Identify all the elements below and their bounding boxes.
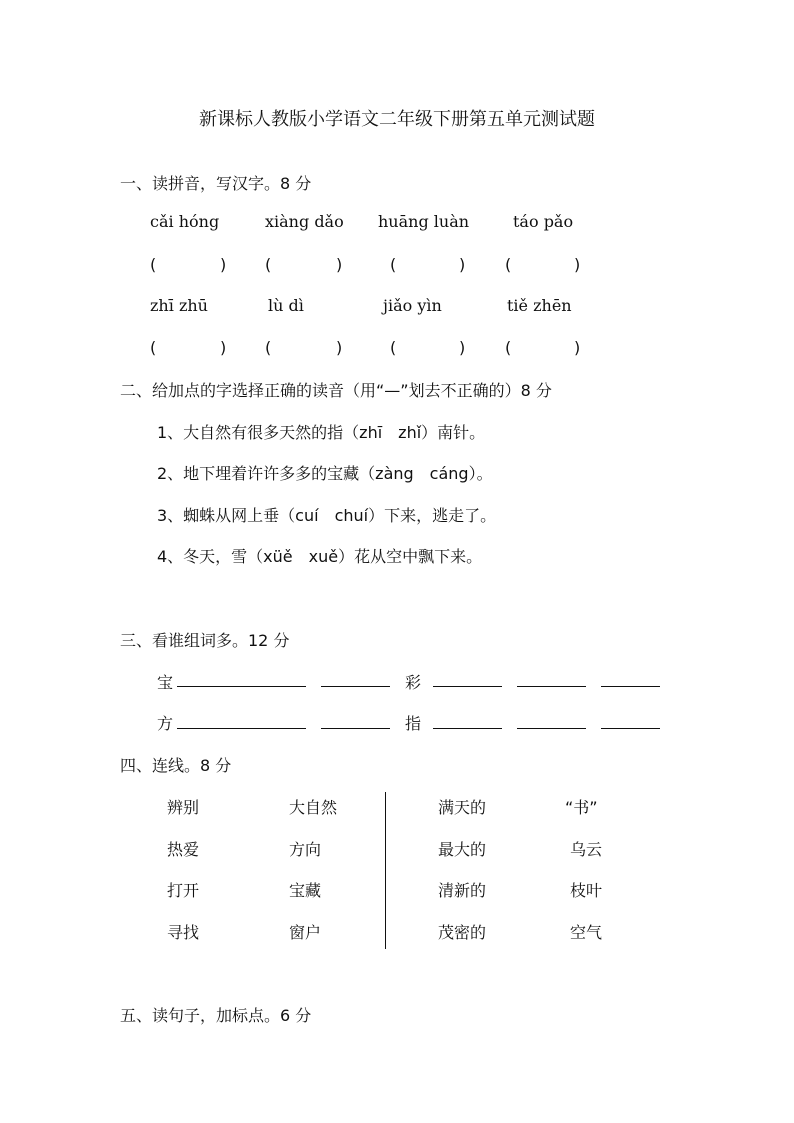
section-1-heading: 一、读拼音，写汉字。8 分 <box>120 174 312 193</box>
pinyin-2: xiàng dǎo <box>265 212 344 231</box>
compose-char: 宝 <box>157 673 174 692</box>
match-word-right: 乌云 <box>570 840 603 859</box>
answer-blank[interactable] <box>321 686 390 687</box>
answer-blank[interactable] <box>177 728 306 729</box>
answer-blank[interactable] <box>433 686 502 687</box>
answer-paren-close: ) <box>220 255 227 274</box>
match-word-right: “书” <box>565 798 598 817</box>
section-4-heading: 四、连线。8 分 <box>120 756 232 775</box>
pinyin-7: jiǎo yìn <box>383 296 442 315</box>
pinyin-3: huāng luàn <box>378 212 470 231</box>
match-word-left: 打开 <box>167 881 200 900</box>
answer-blank[interactable] <box>517 686 586 687</box>
answer-blank[interactable] <box>321 728 390 729</box>
compose-char: 彩 <box>405 673 422 692</box>
compose-char: 指 <box>405 714 422 733</box>
answer-paren-open: ( <box>390 255 397 274</box>
pinyin-4: táo pǎo <box>513 212 574 231</box>
match-word-left: 寻找 <box>167 923 200 942</box>
column-divider <box>385 792 386 949</box>
match-word-left: 清新的 <box>438 881 487 900</box>
match-word-left: 茂密的 <box>438 923 487 942</box>
answer-blank[interactable] <box>517 728 586 729</box>
question-item: 1、大自然有很多天然的指（zhī zhǐ）南针。 <box>157 423 486 442</box>
answer-paren-open: ( <box>505 255 512 274</box>
answer-blank[interactable] <box>177 686 306 687</box>
match-word-right: 方向 <box>289 840 322 859</box>
section-3-heading: 三、看谁组词多。12 分 <box>120 631 290 650</box>
answer-paren-close: ) <box>459 255 466 274</box>
answer-paren-close: ) <box>220 338 227 357</box>
pinyin-1: cǎi hóng <box>150 212 220 231</box>
question-item: 4、冬天，雪（xüě xuě）花从空中飘下来。 <box>157 547 483 566</box>
compose-char: 方 <box>157 714 174 733</box>
question-item: 3、蜘蛛从网上垂（cuí chuí）下来，逃走了。 <box>157 506 497 525</box>
match-word-right: 大自然 <box>289 798 338 817</box>
pinyin-8: tiě zhēn <box>507 296 572 315</box>
answer-blank[interactable] <box>433 728 502 729</box>
match-word-left: 满天的 <box>438 798 487 817</box>
answer-paren-open: ( <box>390 338 397 357</box>
question-item: 2、地下埋着许许多多的宝藏（zàng cáng）。 <box>157 464 493 483</box>
answer-blank[interactable] <box>601 686 660 687</box>
answer-paren-open: ( <box>265 255 272 274</box>
match-word-right: 窗户 <box>289 923 322 942</box>
match-word-left: 热爱 <box>167 840 200 859</box>
answer-paren-close: ) <box>574 338 581 357</box>
answer-paren-close: ) <box>574 255 581 274</box>
match-word-right: 枝叶 <box>570 881 603 900</box>
answer-paren-open: ( <box>265 338 272 357</box>
section-2-heading: 二、给加点的字选择正确的读音（用“—”划去不正确的）8 分 <box>120 381 552 400</box>
match-word-left: 辨别 <box>167 798 200 817</box>
pinyin-5: zhī zhū <box>150 296 208 315</box>
answer-paren-close: ) <box>336 255 343 274</box>
page-title: 新课标人教版小学语文二年级下册第五单元测试题 <box>199 109 595 130</box>
match-word-right: 空气 <box>570 923 603 942</box>
match-word-right: 宝藏 <box>289 881 322 900</box>
answer-blank[interactable] <box>601 728 660 729</box>
answer-paren-close: ) <box>459 338 466 357</box>
answer-paren-open: ( <box>150 338 157 357</box>
pinyin-6: lù dì <box>268 296 304 315</box>
answer-paren-open: ( <box>150 255 157 274</box>
answer-paren-close: ) <box>336 338 343 357</box>
answer-paren-open: ( <box>505 338 512 357</box>
match-word-left: 最大的 <box>438 840 487 859</box>
section-5-heading: 五、读句子，加标点。6 分 <box>120 1006 312 1025</box>
